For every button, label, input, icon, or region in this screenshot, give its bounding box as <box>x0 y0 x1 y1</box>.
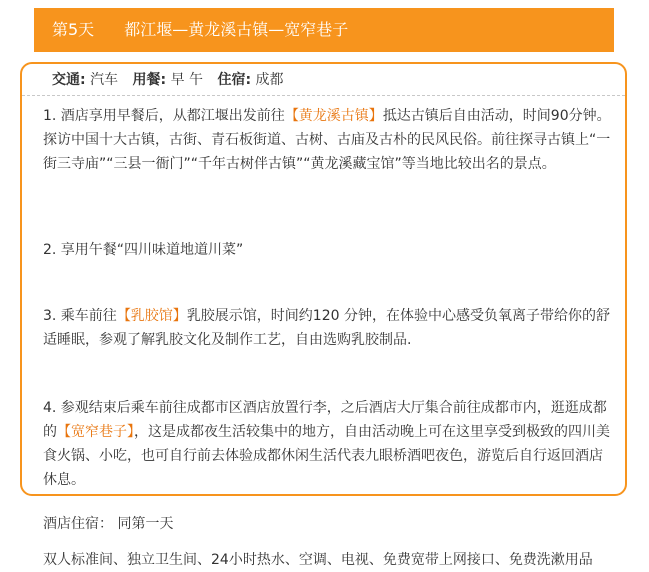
day-header <box>34 8 614 52</box>
stay-label: 住宿: <box>217 72 252 88</box>
itinerary-item-1 <box>43 104 613 176</box>
item-3-text-end: 乳胶展示馆，时间约120 分钟，在体验中心感受负氧离子带给你的舒适睡眠，参观了解乳胶文化及制作工艺，自由选购乳胶制品. <box>43 308 610 348</box>
hotel-line: 酒店住宿： 同第一天 <box>43 516 174 532</box>
transport-label: 交通: <box>52 72 86 88</box>
stay-value: 成都 <box>255 72 284 88</box>
highlight-huanglongxi: 【黄龙溪古镇】 <box>284 108 383 124</box>
meal-value: 早 午 <box>170 72 204 88</box>
item-1-text-end: 抵达古镇后自由活动，时间90分钟。探访中国十大古镇，古街、青石板街道、古树、古庙及古朴的民风民俗。前往探寻古镇上“一街三寺庙”“三县一衙门”“千年古树伴古镇”“黄龙溪藏宝馆”等当地比较出名的景点。 <box>43 108 611 172</box>
itinerary-item-3 <box>43 304 613 352</box>
highlight-latex-hall: 【乳胶馆】 <box>116 308 187 324</box>
item-3-text-start: 3. 乘车前往 <box>43 308 117 324</box>
day-details-panel <box>20 62 627 568</box>
highlight-kuanzhai-alley: 【宽窄巷子】 <box>57 424 134 440</box>
day-meta-row <box>22 64 625 96</box>
meal-label: 用餐: <box>132 72 167 88</box>
day-label: 第5天 <box>52 20 95 39</box>
item-1-text-start: 1. 酒店享用早餐后，从都江堰出发前往 <box>43 108 285 124</box>
transport-value: 汽车 <box>90 72 119 88</box>
itinerary-item-2: 2. 享用午餐“四川味道地道川菜” <box>43 242 244 258</box>
item-4-text-end: ，这是成都夜生活较集中的地方，自由活动晚上可在这里享受到极致的四川美食火锅、小吃，也可自行前去体验成都休闲生活代表九眼桥酒吧夜色，游览后自行返回酒店休息。 <box>43 424 610 488</box>
item-4-text-start: 4. 参观结束后乘车前往成都市区酒店放置行李，之后酒店大厅集合前往成都市内，逛逛成都的 <box>43 400 607 440</box>
itinerary-item-4 <box>43 396 613 492</box>
day-route: 都江堰—黄龙溪古镇—宽窄巷子 <box>124 20 349 39</box>
room-amenities-line: 双人标准间、独立卫生间、24小时热水、空调、电视、免费宽带上网接口、免费洗漱用品 <box>43 552 593 568</box>
